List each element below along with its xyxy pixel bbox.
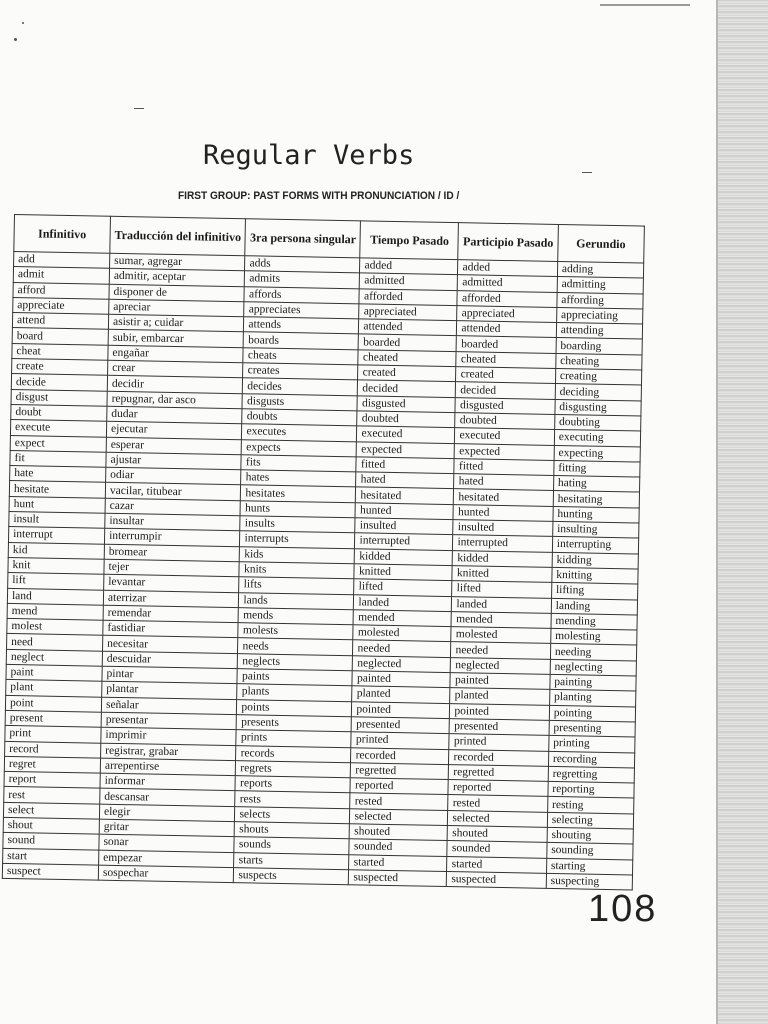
scan-mark — [600, 4, 690, 6]
table-cell: sonar — [99, 834, 235, 852]
table-cell: sounding — [547, 843, 633, 860]
table-cell: sospechar — [98, 865, 234, 883]
table-cell: boards — [244, 332, 359, 349]
table-cell: mends — [239, 608, 354, 625]
table-cell: hesitating — [553, 491, 639, 508]
table-cell: insulted — [453, 520, 553, 537]
table-cell: interrupted — [453, 535, 553, 552]
table-cell: point — [5, 695, 101, 712]
table-cell: neglect — [6, 649, 102, 666]
table-cell: hesitate — [9, 481, 105, 498]
table-cell: shout — [3, 817, 99, 834]
table-cell: shouted — [350, 824, 448, 841]
table-cell: apreciar — [109, 299, 245, 317]
table-cell: aterrizar — [103, 590, 239, 608]
table-cell: resting — [547, 797, 633, 814]
table-cell: fastidiar — [103, 620, 239, 638]
table-cell: doubts — [242, 409, 357, 426]
table-cell: appreciated — [457, 306, 557, 323]
table-cell: cazar — [105, 498, 241, 516]
table-cell: hated — [356, 472, 454, 489]
table-cell: molest — [7, 619, 103, 636]
table-cell: decidir — [107, 376, 243, 394]
table-cell: start — [3, 848, 99, 865]
table-cell: arrepentirse — [100, 758, 236, 776]
scan-mark — [134, 108, 144, 109]
table-cell: select — [3, 802, 99, 819]
table-cell: attending — [556, 323, 642, 340]
column-header: Gerundio — [558, 224, 645, 263]
table-cell: sumar, agregar — [110, 253, 246, 271]
table-cell: shouting — [547, 827, 633, 844]
table-cell: neglecting — [550, 659, 636, 676]
table-cell: hunt — [9, 496, 105, 513]
table-cell: molesting — [551, 629, 637, 646]
page-number: 108 — [588, 888, 658, 930]
table-cell: execute — [10, 420, 106, 437]
table-cell: kid — [8, 542, 104, 559]
table-cell: plantar — [102, 682, 238, 700]
table-cell: recording — [548, 751, 634, 768]
table-cell: fit — [10, 450, 106, 467]
table-cell: kids — [240, 546, 355, 563]
table-cell: knitting — [552, 567, 638, 584]
table-cell: admitting — [557, 277, 643, 294]
table-cell: insults — [240, 516, 355, 533]
table-cell: vacilar, titubear — [105, 483, 241, 501]
table-cell: interrupts — [240, 531, 355, 548]
table-cell: rested — [448, 795, 548, 812]
table-cell: sounded — [349, 839, 447, 856]
table-cell: hate — [10, 466, 106, 483]
table-cell: descuidar — [102, 651, 238, 669]
table-cell: boarded — [359, 334, 457, 351]
table-cell: presents — [237, 715, 352, 732]
table-cell: hunted — [453, 504, 553, 521]
table-cell: descansar — [100, 789, 236, 807]
table-cell: necesitar — [103, 636, 239, 654]
table-cell: doubted — [455, 413, 555, 430]
table-cell: reported — [350, 778, 448, 795]
table-cell: attends — [244, 317, 359, 334]
table-cell: creating — [555, 369, 641, 386]
table-cell: mend — [7, 603, 103, 620]
table-cell: presenting — [549, 720, 635, 737]
table-cell: fitted — [454, 458, 554, 475]
table-cell: knitted — [354, 564, 452, 581]
table-cell: admitir, aceptar — [109, 269, 245, 287]
table-cell: disgusted — [455, 397, 555, 414]
table-cell: creates — [243, 363, 358, 380]
table-cell: fitted — [356, 457, 454, 474]
table-cell: planted — [352, 686, 450, 703]
table-cell: crear — [108, 360, 244, 378]
table-cell: needs — [238, 638, 353, 655]
table-cell: appreciated — [359, 304, 457, 321]
table-cell: hesitated — [454, 489, 554, 506]
table-cell: neglected — [451, 657, 551, 674]
table-cell: mended — [451, 611, 551, 628]
table-cell: board — [12, 328, 108, 345]
column-header: Participio Pasado — [458, 223, 558, 262]
table-cell: plants — [237, 684, 352, 701]
table-cell: selects — [235, 806, 350, 823]
table-cell: neglects — [238, 653, 353, 670]
table-cell: señalar — [101, 697, 237, 715]
table-cell: kidding — [552, 552, 638, 569]
table-cell: attended — [457, 321, 557, 338]
verb-table — [2, 214, 645, 891]
table-cell: need — [7, 634, 103, 651]
table-cell: registrar, grabar — [101, 743, 237, 761]
table-cell: expected — [357, 441, 455, 458]
table-cell: molested — [353, 625, 451, 642]
table-cell: attended — [359, 319, 457, 336]
table-cell: shouted — [448, 826, 548, 843]
table-cell: pointing — [549, 705, 635, 722]
table-cell: appreciate — [13, 297, 109, 314]
table-cell: esperar — [106, 437, 242, 455]
table-cell: reporting — [548, 781, 634, 798]
scan-speck — [22, 22, 24, 24]
table-cell: print — [5, 726, 101, 743]
table-cell: disgusting — [555, 399, 641, 416]
table-cell: suspecting — [546, 873, 632, 890]
table-cell: planting — [549, 690, 635, 707]
table-cell: records — [236, 745, 351, 762]
table-cell: affording — [557, 292, 643, 309]
table-cell: plant — [6, 680, 102, 697]
table-cell: regretted — [351, 763, 449, 780]
table-cell: hesitates — [241, 485, 356, 502]
table-cell: land — [7, 588, 103, 605]
table-cell: admitted — [360, 273, 458, 290]
table-cell: hates — [241, 470, 356, 487]
table-cell: levantar — [104, 574, 240, 592]
table-cell: deciding — [555, 384, 641, 401]
table-cell: started — [349, 854, 447, 871]
table-cell: disgusted — [357, 396, 455, 413]
table-cell: rests — [235, 791, 350, 808]
table-cell: disgust — [11, 389, 107, 406]
table-cell: molests — [238, 623, 353, 640]
table-cell: admitted — [458, 275, 558, 292]
column-header: Infinitivo — [14, 215, 111, 254]
table-cell: expect — [10, 435, 106, 452]
table-cell: appreciating — [556, 307, 642, 324]
table-cell: appreciates — [244, 302, 359, 319]
table-cell: regretting — [548, 766, 634, 783]
table-cell: insulting — [552, 521, 638, 538]
table-cell: painting — [550, 674, 636, 691]
table-cell: executing — [554, 430, 640, 447]
table-cell: regret — [4, 756, 100, 773]
table-cell: insultar — [105, 513, 241, 531]
table-cell: sounded — [447, 841, 547, 858]
table-cell: afforded — [359, 288, 457, 305]
table-cell: fits — [241, 455, 356, 472]
table-cell: selected — [448, 810, 548, 827]
table-cell: painted — [450, 673, 550, 690]
table-cell: cheats — [243, 348, 358, 365]
table-cell: planted — [450, 688, 550, 705]
table-cell: remendar — [103, 605, 239, 623]
table-cell: landed — [452, 596, 552, 613]
table-cell: kidded — [355, 548, 453, 565]
table-cell: mended — [354, 610, 452, 627]
table-cell: repugnar, dar asco — [107, 391, 243, 409]
table-cell: affords — [244, 286, 359, 303]
column-header: 3ra persona singular — [245, 219, 361, 258]
column-header: Traducción del infinitivo — [110, 216, 246, 255]
table-cell: engañar — [108, 345, 244, 363]
table-cell: pointed — [450, 703, 550, 720]
table-cell: adds — [245, 256, 360, 273]
table-cell: printing — [549, 736, 635, 753]
table-cell: lifted — [452, 581, 552, 598]
table-cell: expected — [455, 443, 555, 460]
table-cell: afforded — [457, 290, 557, 307]
table-cell: hesitated — [356, 487, 454, 504]
table-cell: odiar — [106, 467, 242, 485]
table-cell: needed — [353, 640, 451, 657]
table-cell: decided — [456, 382, 556, 399]
table-cell: added — [360, 258, 458, 275]
table-cell: shouts — [235, 822, 350, 839]
table-cell: executes — [242, 424, 357, 441]
table-cell: hunting — [553, 506, 639, 523]
table-cell: needed — [451, 642, 551, 659]
table-cell: pointed — [352, 701, 450, 718]
table-cell: selected — [350, 808, 448, 825]
table-cell: landing — [551, 598, 637, 615]
scan-mark — [582, 172, 592, 173]
table-cell: neglected — [353, 656, 451, 673]
table-cell: decide — [11, 374, 107, 391]
table-cell: paint — [6, 664, 102, 681]
table-cell: admits — [245, 271, 360, 288]
scanner-edge-strip — [718, 0, 768, 1024]
table-cell: subir, embarcar — [108, 330, 244, 348]
table-cell: suspect — [2, 863, 98, 880]
page-title: Regular Verbs — [203, 140, 415, 171]
table-cell: afford — [13, 282, 109, 299]
table-body — [2, 252, 643, 891]
table-cell: presented — [450, 718, 550, 735]
table-cell: disponer de — [109, 284, 245, 302]
table-cell: sound — [3, 833, 99, 850]
table-cell: cheat — [12, 343, 108, 360]
table-cell: lifting — [551, 583, 637, 600]
table-cell: boarding — [556, 338, 642, 355]
table-cell: elegir — [99, 804, 235, 822]
table-cell: needing — [550, 644, 636, 661]
table-cell: cheated — [456, 351, 556, 368]
table-cell: sounds — [234, 837, 349, 854]
table-cell: insult — [9, 512, 105, 529]
table-cell: prints — [236, 730, 351, 747]
table-cell: imprimir — [101, 727, 237, 745]
table-cell: cheating — [556, 353, 642, 370]
table-cell: painted — [352, 671, 450, 688]
table-cell: expecting — [554, 445, 640, 462]
table-cell: ejecutar — [106, 421, 242, 439]
table-cell: executed — [357, 426, 455, 443]
table-cell: starts — [234, 852, 349, 869]
table-cell: boarded — [457, 336, 557, 353]
table-cell: molested — [451, 627, 551, 644]
table-cell: suspected — [447, 871, 547, 888]
table-cell: executed — [455, 428, 555, 445]
table-cell: interrupted — [355, 533, 453, 550]
table-cell: starting — [546, 858, 632, 875]
table-cell: rested — [350, 793, 448, 810]
table-cell: attend — [12, 313, 108, 330]
table-cell: lifted — [354, 579, 452, 596]
table-cell: regrets — [236, 760, 351, 777]
table-cell: regretted — [449, 764, 549, 781]
table-cell: insulted — [355, 518, 453, 535]
table-cell: hated — [454, 474, 554, 491]
table-cell: doubted — [357, 411, 455, 428]
table-cell: adding — [557, 261, 643, 278]
table-cell: bromear — [104, 544, 240, 562]
table-cell: record — [5, 741, 101, 758]
table-cell: knit — [8, 557, 104, 574]
table-cell: tejer — [104, 559, 240, 577]
table-cell: empezar — [99, 850, 235, 868]
table-cell: points — [237, 699, 352, 716]
table-cell: lift — [8, 573, 104, 590]
table-cell: add — [14, 252, 110, 269]
table-cell: hunts — [240, 500, 355, 517]
table-cell: reported — [448, 780, 548, 797]
table-cell: suspected — [349, 870, 447, 887]
table-cell: hunted — [355, 503, 453, 520]
table-cell: asistir a; cuidar — [108, 314, 244, 332]
table-cell: report — [4, 772, 100, 789]
table-cell: doubt — [11, 404, 107, 421]
table-cell: fitting — [554, 460, 640, 477]
table-cell: expects — [242, 439, 357, 456]
table-cell: doubting — [554, 414, 640, 431]
table-cell: created — [456, 367, 556, 384]
table-cell: dudar — [107, 406, 243, 424]
table-cell: created — [358, 365, 456, 382]
table-cell: presentar — [101, 712, 237, 730]
table-cell: recorded — [449, 749, 549, 766]
column-header: Tiempo Pasado — [360, 221, 459, 260]
table-cell: suspects — [234, 868, 349, 885]
table-cell: landed — [354, 594, 452, 611]
verb-table-wrapper — [2, 214, 645, 891]
table-cell: hating — [553, 476, 639, 493]
table-cell: gritar — [99, 819, 235, 837]
table-cell: lands — [239, 592, 354, 609]
table-cell: cheated — [358, 350, 456, 367]
table-cell: kidded — [453, 550, 553, 567]
table-cell: decides — [243, 378, 358, 395]
table-cell: interrupting — [552, 537, 638, 554]
table-cell: selecting — [547, 812, 633, 829]
table-cell: reports — [235, 776, 350, 793]
scan-speck — [14, 38, 17, 41]
table-cell: added — [458, 260, 558, 277]
table-cell: admit — [13, 267, 109, 284]
table-cell: pintar — [102, 666, 238, 684]
table-cell: printed — [351, 732, 449, 749]
table-cell: rest — [4, 787, 100, 804]
table-cell: present — [5, 710, 101, 727]
table-cell: presented — [352, 717, 450, 734]
table-cell: informar — [100, 773, 236, 791]
table-cell: paints — [237, 669, 352, 686]
table-cell: disgusts — [242, 393, 357, 410]
table-cell: recorded — [351, 747, 449, 764]
page-subtitle: FIRST GROUP: PAST FORMS WITH PRONUNCIATION / ID / — [178, 190, 460, 202]
table-cell: interrupt — [8, 527, 104, 544]
table-cell: started — [447, 856, 547, 873]
table-cell: printed — [449, 734, 549, 751]
table-cell: decided — [358, 380, 456, 397]
table-cell: mending — [551, 613, 637, 630]
table-cell: lifts — [239, 577, 354, 594]
table-cell: interrumpir — [104, 529, 240, 547]
table-cell: knits — [239, 562, 354, 579]
table-cell: create — [12, 359, 108, 376]
table-cell: ajustar — [106, 452, 242, 470]
table-cell: knitted — [452, 566, 552, 583]
